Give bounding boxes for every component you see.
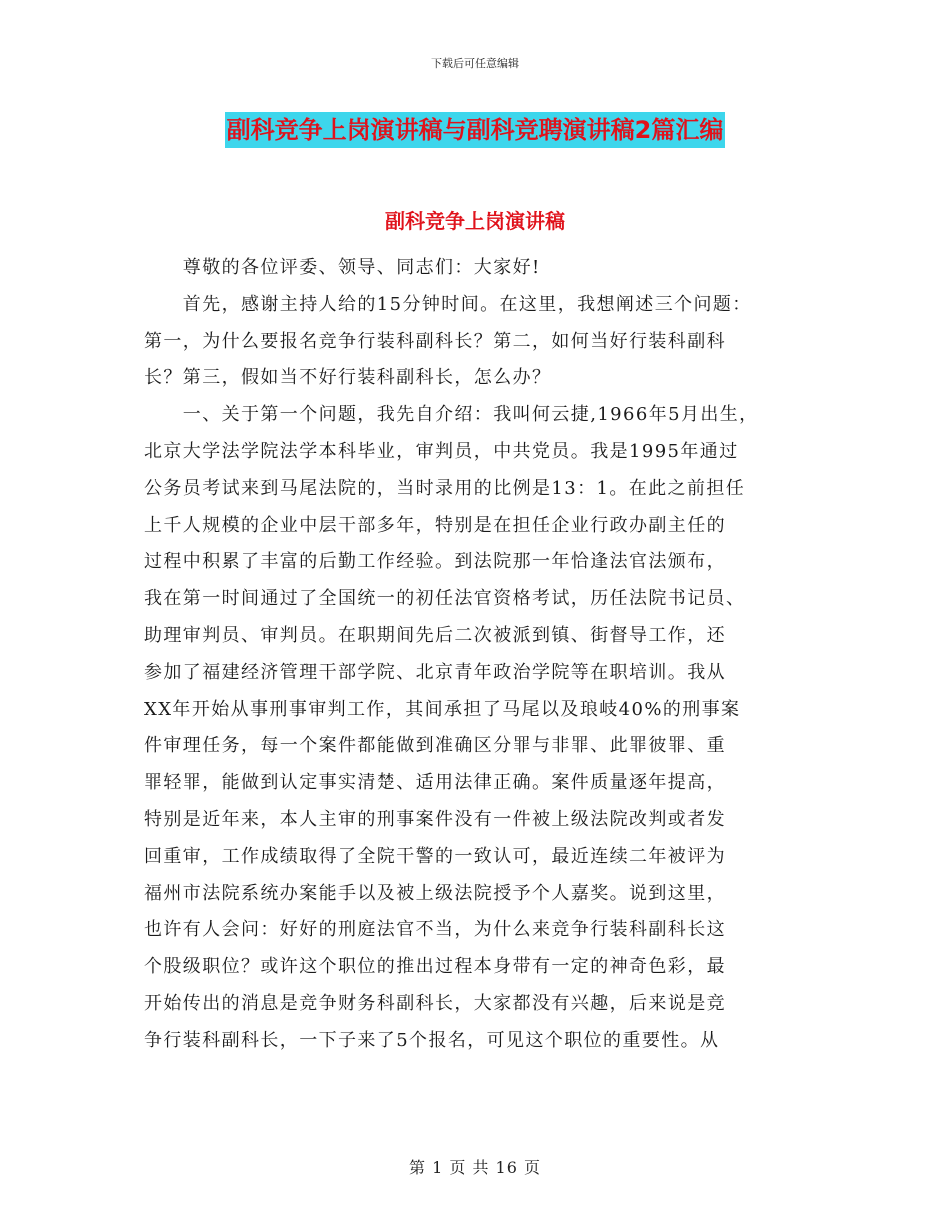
body-line: 回重审，工作成绩取得了全院干警的一致认可，最近连续二年被评为 [144, 845, 726, 867]
body-text [144, 250, 804, 1060]
body-line: 福州市法院系统办案能手以及被上级法院授予个人嘉奖。说到这里， [144, 882, 726, 904]
body-line: 公务员考试来到马尾法院的，当时录用的比例是13：1。在此之前担任 [144, 477, 746, 499]
body-line: 北京大学法学院法学本科毕业，审判员，中共党员。我是1995年通过 [144, 440, 739, 462]
body-line: 首先，感谢主持人给的15分钟时间。在这里，我想阐述三个问题： [144, 293, 752, 315]
body-line: XX年开始从事刑事审判工作，其间承担了马尾以及琅岐40%的刑事案 [144, 698, 741, 720]
body-line: 上千人规模的企业中层干部多年，特别是在担任企业行政办副主任的 [144, 514, 726, 536]
page-footer: 第 1 页 共 16 页 [409, 1158, 541, 1177]
body-line: 助理审判员、审判员。在职期间先后二次被派到镇、街督导工作，还 [144, 624, 726, 646]
body-line: 特别是近年来，本人主审的刑事案件没有一件被上级法院改判或者发 [144, 808, 726, 830]
body-line: 长？第三，假如当不好行装科副科长，怎么办？ [144, 367, 552, 389]
body-line: 也许有人会问：好好的刑庭法官不当，为什么来竞争行装科副科长这 [144, 919, 726, 941]
body-line: 第一，为什么要报名竞争行装科副科长？第二，如何当好行装科副科 [144, 330, 726, 352]
body-line: 过程中积累了丰富的后勤工作经验。到法院那一年恰逢法官法颁布， [144, 551, 726, 573]
body-line: 争行装科副科长，一下子来了5个报名，可见这个职位的重要性。从 [144, 1029, 720, 1051]
document-title-container [0, 112, 950, 148]
document-title: 副科竞争上岗演讲稿与副科竞聘演讲稿2篇汇编 [225, 112, 726, 148]
body-line: 件审理任务，每一个案件都能做到准确区分罪与非罪、此罪彼罪、重 [144, 735, 726, 757]
body-line: 罪轻罪，能做到认定事实清楚、适用法律正确。案件质量逐年提高， [144, 772, 726, 794]
body-line: 我在第一时间通过了全国统一的初任法官资格考试，历任法院书记员、 [144, 588, 746, 610]
body-line: 个股级职位？或许这个职位的推出过程本身带有一定的神奇色彩，最 [144, 956, 726, 978]
body-line: 尊敬的各位评委、领导、同志们：大家好! [144, 257, 541, 278]
body-line: 一、关于第一个问题，我先自介绍：我叫何云捷,1966年5月出生， [144, 404, 759, 426]
body-line: 参加了福建经济管理干部学院、北京青年政治学院等在职培训。我从 [144, 661, 726, 683]
body-line: 开始传出的消息是竞争财务科副科长，大家都没有兴趣，后来说是竞 [144, 992, 726, 1014]
header-note: 下载后可任意编辑 [431, 57, 519, 70]
section-title: 副科竞争上岗演讲稿 [385, 209, 565, 233]
